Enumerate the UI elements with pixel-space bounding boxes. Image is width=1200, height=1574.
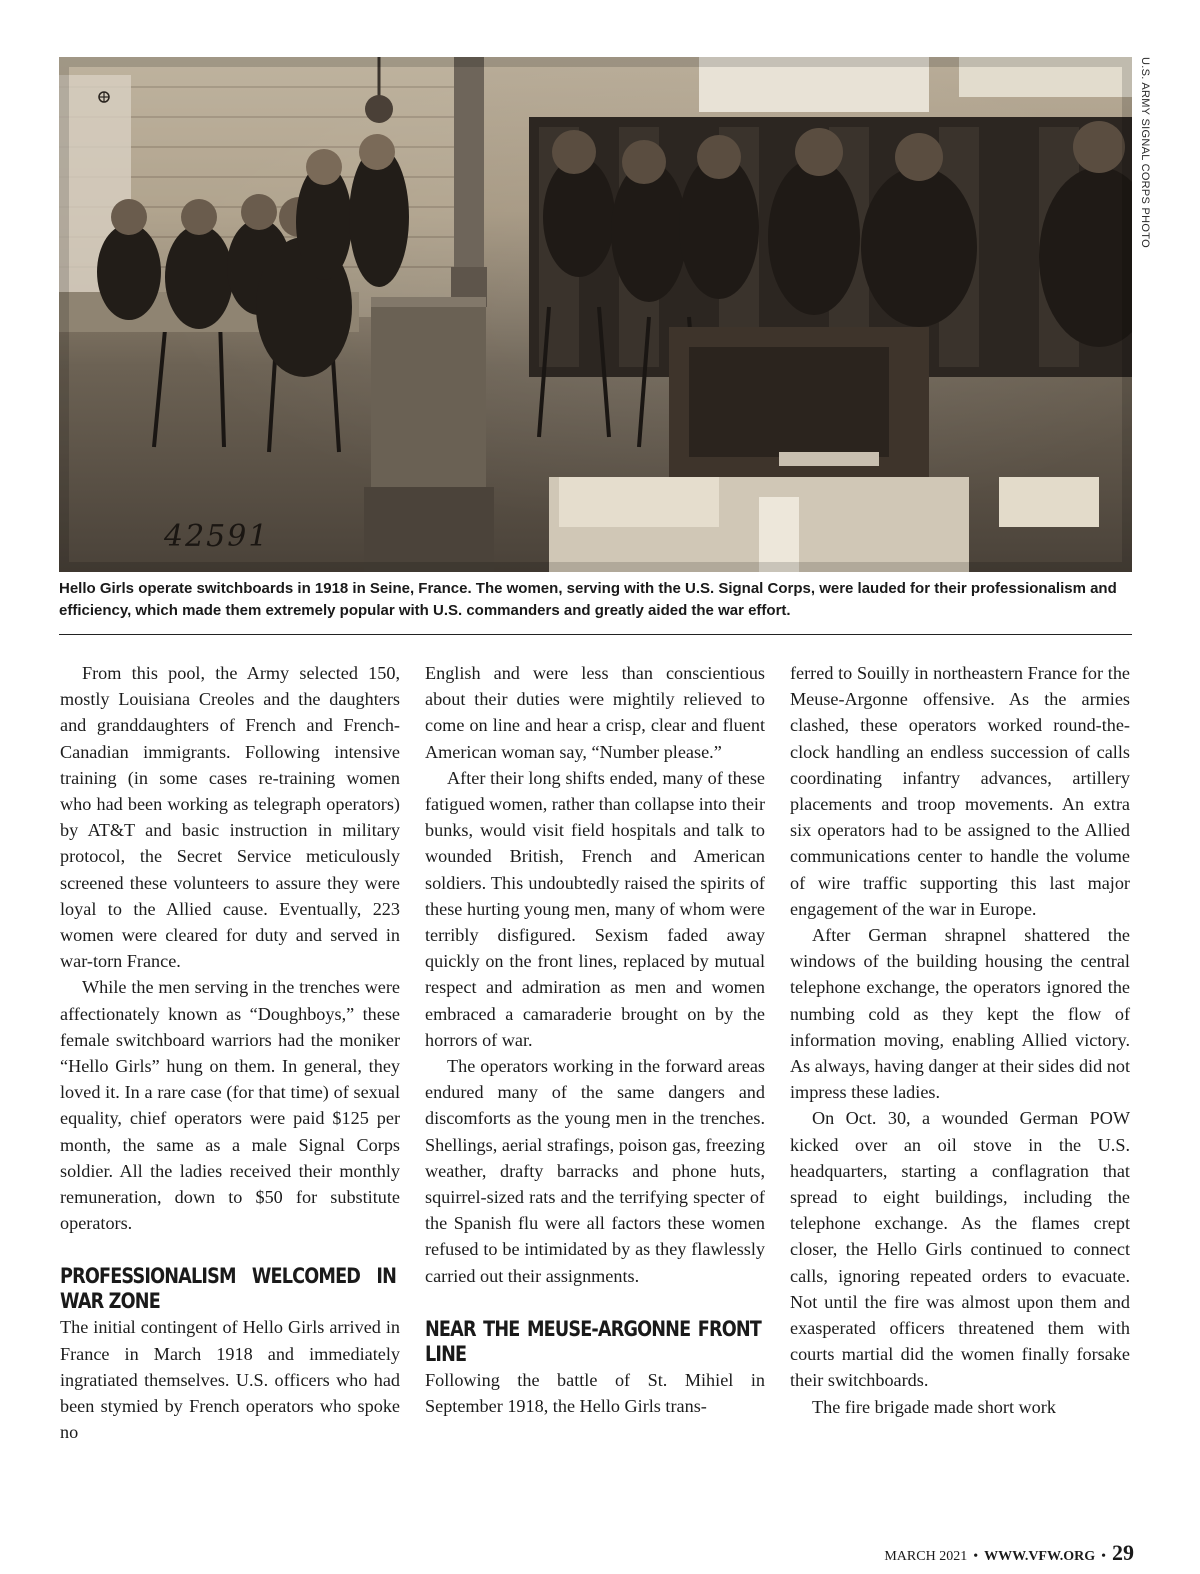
- section-heading: NEAR THE MEUSE-ARGONNE FRONT LINE: [425, 1316, 761, 1366]
- website-link[interactable]: WWW.VFW.ORG: [984, 1549, 1096, 1564]
- page-number: 29: [1112, 1540, 1134, 1565]
- paragraph: On Oct. 30, a wounded German POW kicked over an oil stove in the U.S. headquarters, starting a conflagration that spread to eight buildings, including the telephone exchange. As the flames crept closer, the Hello Girls continued to connect calls, ignoring repeated orders to evacuate. Not until the fire was almost upon them and exasperated officers threatened them with courts martial did the women finally forsake their switchboards.: [790, 1108, 1130, 1391]
- signal-corps-stamp: [59, 57, 149, 112]
- issue-date: MARCH 2021: [884, 1549, 968, 1564]
- paragraph: The operators working in the forward areas endured many of the same dangers and discomforts as the young men in the trenches. Shellings, aerial strafings, poison gas, freezing weather, drafty barracks and phone huts, squirrel-sized rats and the terrifying specter of the Spanish flu were all factors these women refused to be intimidated by as they flawlessly carried out their assignments.: [425, 1056, 765, 1286]
- section-heading: PROFESSIONALISM WELCOMED IN WAR ZONE: [60, 1264, 396, 1314]
- paragraph: After German shrapnel shattered the windows of the building housing the central telephone exchange, the operators ignored the numbing cold as they kept the flow of information moving, enabling Allied victory. As always, having danger at their sides did not impress these ladies.: [790, 925, 1130, 1103]
- paragraph: English and were less than conscientious about their duties were mightily relieved to come on line and hear a crisp, clear and fluent American woman say, “Number please.”: [425, 663, 765, 762]
- separator: •: [1101, 1549, 1106, 1564]
- photo-illustration: [59, 57, 1132, 572]
- paragraph: From this pool, the Army selected 150, mostly Louisiana Creoles and the daughters and granddaughters of French and French-Canadian immigrants. Following intensive training (in some cases re-training women who had been working as telegraph operators) by AT&T and basic instruction in military protocol, the Secret Service meticulously screened these volunteers to assure they were loyal to the Allied cause. Eventually, 223 women were cleared for duty and served in war-torn France.: [60, 663, 400, 972]
- photo-caption: Hello Girls operate switchboards in 1918 in Seine, France. The women, serving with the U.S. Signal Corps, were lauded for their professionalism and efficiency, which made them extremely popular with U.S. commanders and greatly aided the war effort.: [59, 578, 1132, 635]
- separator: •: [973, 1549, 979, 1564]
- article-column-2: [425, 660, 765, 1419]
- paragraph: The fire brigade made short work: [812, 1396, 1056, 1417]
- paragraph: After their long shifts ended, many of these fatigued women, rather than collapse into their bunks, would visit field hospitals and talk to wounded British, French and American soldiers. This undoubtedly raised the spirits of these hurting young men, many of whom were terribly disfigured. Sexism faded away quickly on the front lines, replaced by mutual respect and admiration as men and women embraced a camaraderie brought on by the horrors of war.: [425, 767, 765, 1050]
- paragraph: ferred to Souilly in northeastern France for the Meuse-Argonne offensive. As the armies clashed, these operators worked round-the-clock handling an endless succession of calls coordinating infantry advances, artillery placements and troop movements. An extra six operators had to be assigned to the Allied communications center to handle the volume of wire traffic supporting this last major engagement of the war in Europe.: [790, 663, 1130, 919]
- paragraph: Following the battle of St. Mihiel in September 1918, the Hello Girls trans-: [425, 1369, 765, 1417]
- historical-photo: [59, 57, 1132, 572]
- photo-credit: U.S. ARMY SIGNAL CORPS PHOTO: [1139, 57, 1151, 248]
- page-footer: [884, 1540, 1134, 1566]
- stamp-number: 42591: [164, 519, 270, 554]
- paragraph: The initial contingent of Hello Girls arrived in France in March 1918 and immediately ingratiated themselves. U.S. officers who had been stymied by French operators who spoke no: [60, 1317, 400, 1443]
- article-column-1: [60, 660, 400, 1445]
- paragraph: While the men serving in the trenches were affectionately known as “Doughboys,” these female switchboard warriors had the moniker “Hello Girls” hung on them. In general, they loved it. In a rare case (for that time) of sexual equality, chief operators were paid $125 per month, the same as a male Signal Corps soldier. All the ladies received their monthly remuneration, down to $50 for substitute operators.: [60, 977, 400, 1234]
- article-column-3: [790, 660, 1130, 1420]
